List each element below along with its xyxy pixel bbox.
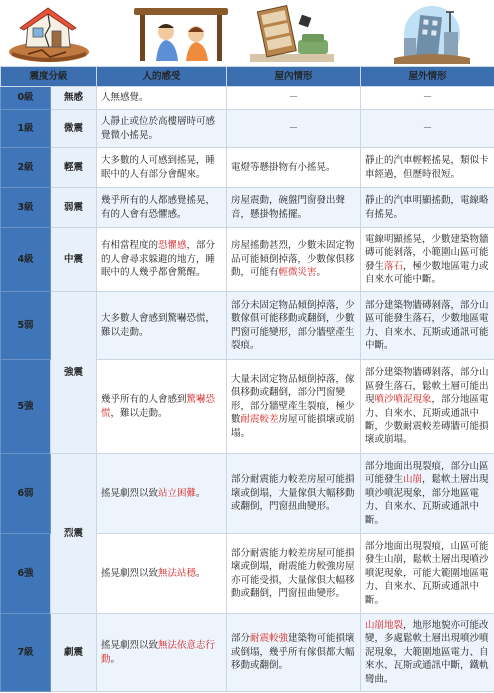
- human-cell: 大多數人會感到驚嚇恐慌，難以走動。: [97, 292, 227, 360]
- header-indoor: 屋內情形: [227, 67, 361, 87]
- level-cell: 5強: [1, 360, 51, 454]
- human-cell: 搖晃劇烈以致站立困難。: [97, 454, 227, 534]
- outdoor-cell: －: [361, 110, 494, 148]
- outdoor-cell: 山崩地裂，地形地貌亦可能改變，多處鬆軟土層出現噴沙噴泥現象，大範圍地區電力、自來水、瓦斯或通訊中斷，鐵軌彎曲。: [361, 614, 494, 692]
- human-cell: 人無感覺。: [97, 87, 227, 110]
- level-cell: 4級: [1, 228, 51, 292]
- indoor-cell: 大量未固定物品傾倒掉落，傢俱移動或翻倒，部分門窗變形，部分牆壁產生裂痕，極少數耐震較差房屋可能損壞或崩塌。: [227, 360, 361, 454]
- human-cell: 幾乎所有的人會感到驚嚇恐慌，難以走動。: [97, 360, 227, 454]
- class-cell: 劇震: [51, 614, 97, 692]
- table-row: [1, 228, 494, 292]
- level-cell: 3級: [1, 188, 51, 228]
- indoor-cell: 部分耐震能力較差房屋可能損壞或倒塌，大量傢俱大幅移動或翻倒，門窗扭曲變形。: [227, 454, 361, 534]
- people-under-table-icon: [128, 2, 234, 64]
- intensity-table: [0, 66, 494, 692]
- indoor-cell: 部分耐震較強建築物可能損壞或倒塌，幾乎所有傢俱都大幅移動或翻倒。: [227, 614, 361, 692]
- class-cell: 輕震: [51, 148, 97, 188]
- outdoor-cell: －: [361, 87, 494, 110]
- human-cell: 搖晃劇烈以致無法依意志行動。: [97, 614, 227, 692]
- table-row: [1, 454, 494, 534]
- indoor-cell: 房屋搖動甚烈，少數未固定物品可能傾倒掉落，少數傢俱移動，可能有輕微災害。: [227, 228, 361, 292]
- level-cell: 6弱: [1, 454, 51, 534]
- class-cell: 無感: [51, 87, 97, 110]
- outdoor-cell: 部分建築物牆磚剝落，部分山區發生落石，鬆軟土層可能出現噴沙噴泥現象，部分地區電力、自來水、瓦斯或通訊中斷，少數耐震較差磚牆可能損壞或崩塌。: [361, 360, 494, 454]
- human-cell: 搖晃劇烈以致無法站穩。: [97, 534, 227, 614]
- class-cell: 微震: [51, 110, 97, 148]
- class-cell: 中震: [51, 228, 97, 292]
- table-row: [1, 292, 494, 360]
- cracked-house-icon: [6, 2, 92, 64]
- class-cell-strong: 強震: [51, 292, 97, 454]
- human-cell: 大多數的人可感到搖晃，睡眠中的人有部分會醒來。: [97, 148, 227, 188]
- human-cell: 幾乎所有的人都感覺搖晃，有的人會有恐懼感。: [97, 188, 227, 228]
- class-cell: 弱震: [51, 188, 97, 228]
- outdoor-cell: 靜止的汽車明顯搖動，電線略有搖晃。: [361, 188, 494, 228]
- level-cell: 6強: [1, 534, 51, 614]
- indoor-cell: 電燈等懸掛物有小搖晃。: [227, 148, 361, 188]
- collapsed-building-icon: [388, 2, 476, 64]
- human-cell: 人靜止或位於高樓層時可感覺微小搖晃。: [97, 110, 227, 148]
- level-cell: 5弱: [1, 292, 51, 360]
- indoor-cell: －: [227, 110, 361, 148]
- header-outdoor: 屋外情形: [361, 67, 494, 87]
- level-cell: 7級: [1, 614, 51, 692]
- outdoor-cell: 部分地面出現裂痕，部分山區可能發生山崩，鬆軟土層出現噴沙噴泥現象，部分地區電力、自來水、瓦斯或通訊中斷。: [361, 454, 494, 534]
- human-cell: 有相當程度的恐懼感，部分的人會尋求躲避的地方，睡眠中的人幾乎都會驚醒。: [97, 228, 227, 292]
- table-row: [1, 148, 494, 188]
- outdoor-cell: 部分地面出現裂痕，山區可能發生山崩，鬆軟土層出現噴沙噴泥現象，可能大範圍地區電力、自來水、瓦斯或通訊中斷。: [361, 534, 494, 614]
- class-cell-violent: 烈震: [51, 454, 97, 614]
- table-row: [1, 614, 494, 692]
- level-cell: 2級: [1, 148, 51, 188]
- indoor-cell: －: [227, 87, 361, 110]
- header-level: 震度分級: [1, 67, 97, 87]
- indoor-cell: 部分未固定物品傾倒掉落，少數傢俱可能移動或翻倒，少數門窗可能變形，部分牆壁產生裂痕。: [227, 292, 361, 360]
- indoor-cell: 房屋震動，碗盤門窗發出聲音，懸掛物搖擺。: [227, 188, 361, 228]
- fallen-furniture-icon: [248, 2, 336, 64]
- table-header-row: [1, 67, 494, 87]
- illustration-banner: [0, 0, 494, 66]
- outdoor-cell: 電線明顯搖晃，少數建築物牆磚可能剝落，小範圍山區可能發生落石，極少數地區電力或自來水可能中斷。: [361, 228, 494, 292]
- table-row: [1, 188, 494, 228]
- outdoor-cell: 靜止的汽車輕輕搖晃，類似卡車經過，但歷時很短。: [361, 148, 494, 188]
- indoor-cell: 部分耐震能力較差房屋可能損壞或倒塌，耐震能力較強房屋亦可能受損，大量傢俱大幅移動或翻倒，門窗扭曲變形。: [227, 534, 361, 614]
- level-cell: 1級: [1, 110, 51, 148]
- table-row: [1, 110, 494, 148]
- header-human: 人的感受: [97, 67, 227, 87]
- outdoor-cell: 部分建築物牆磚剝落，部分山區可能發生落石，少數地區電力、自來水、瓦斯或通訊可能中斷。: [361, 292, 494, 360]
- level-cell: 0級: [1, 87, 51, 110]
- table-row: [1, 87, 494, 110]
